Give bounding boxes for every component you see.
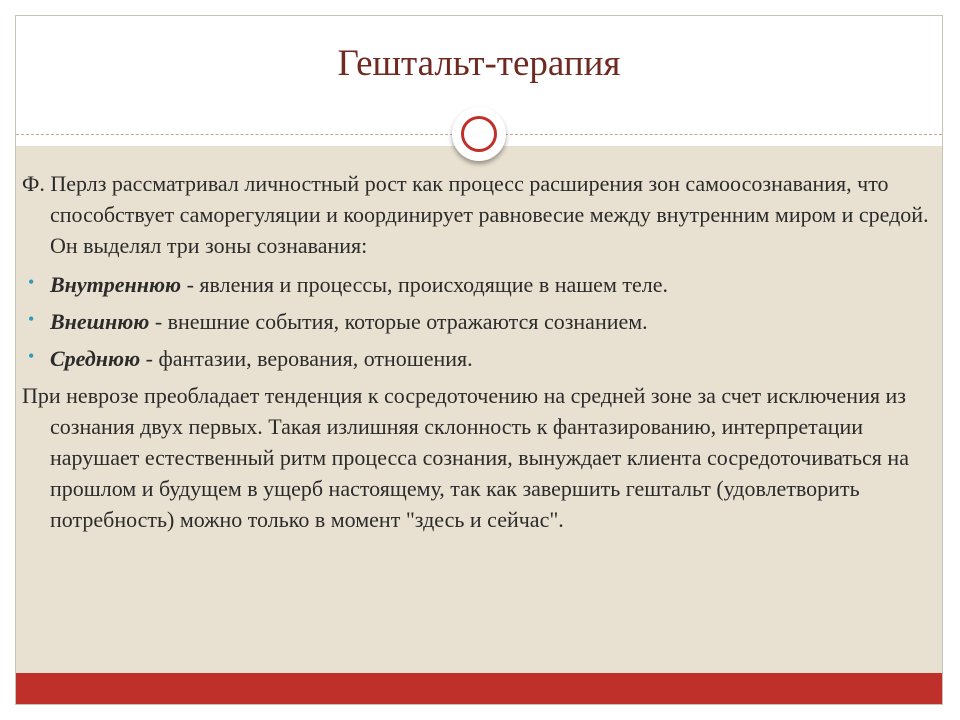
footer-bar bbox=[16, 673, 942, 705]
zone-term: Внутреннюю bbox=[50, 272, 182, 297]
zone-term: Внешнюю bbox=[50, 309, 150, 334]
zone-description: - явления и процессы, происходящие в нашем теле. bbox=[181, 272, 668, 297]
zone-description: - внешние события, которые отражаются сознанием. bbox=[149, 309, 648, 334]
slide-content bbox=[22, 168, 932, 557]
circle-ring bbox=[461, 116, 497, 152]
list-item bbox=[22, 343, 932, 374]
list-item bbox=[22, 269, 932, 300]
intro-paragraph: Ф. Перлз рассматривал личностный рост как процесс расширения зон самоосознавания, что способствует саморегуляции и координирует равновесие между внутренним миром и средой. Он выделял три зоны сознавания: bbox=[22, 171, 929, 258]
slide bbox=[15, 15, 943, 705]
slide-title: Гештальт-терапия bbox=[337, 43, 621, 84]
list-item bbox=[22, 306, 932, 337]
bullet-icon: • bbox=[28, 309, 35, 329]
zone-description: - фантазии, верования, отношения. bbox=[140, 346, 473, 371]
zones-list bbox=[22, 269, 932, 374]
conclusion-paragraph: При неврозе преобладает тенденция к сосредоточению на средней зоне за счет исключения из сознания двух первых. Такая излишняя склонность к фантазированию, интерпретации нарушает естественный ритм процесса сознания, вынуждает клиента сосредоточиваться на прошлом и будущем в ущерб настоящему, так как завершить гештальт (удовлетворить потребность) можно только в момент "здесь и сейчас". bbox=[22, 383, 909, 532]
bullet-icon: • bbox=[28, 346, 35, 366]
circle-ornament-icon bbox=[452, 107, 506, 161]
zone-term: Среднюю bbox=[50, 346, 141, 371]
bullet-icon: • bbox=[28, 272, 35, 292]
